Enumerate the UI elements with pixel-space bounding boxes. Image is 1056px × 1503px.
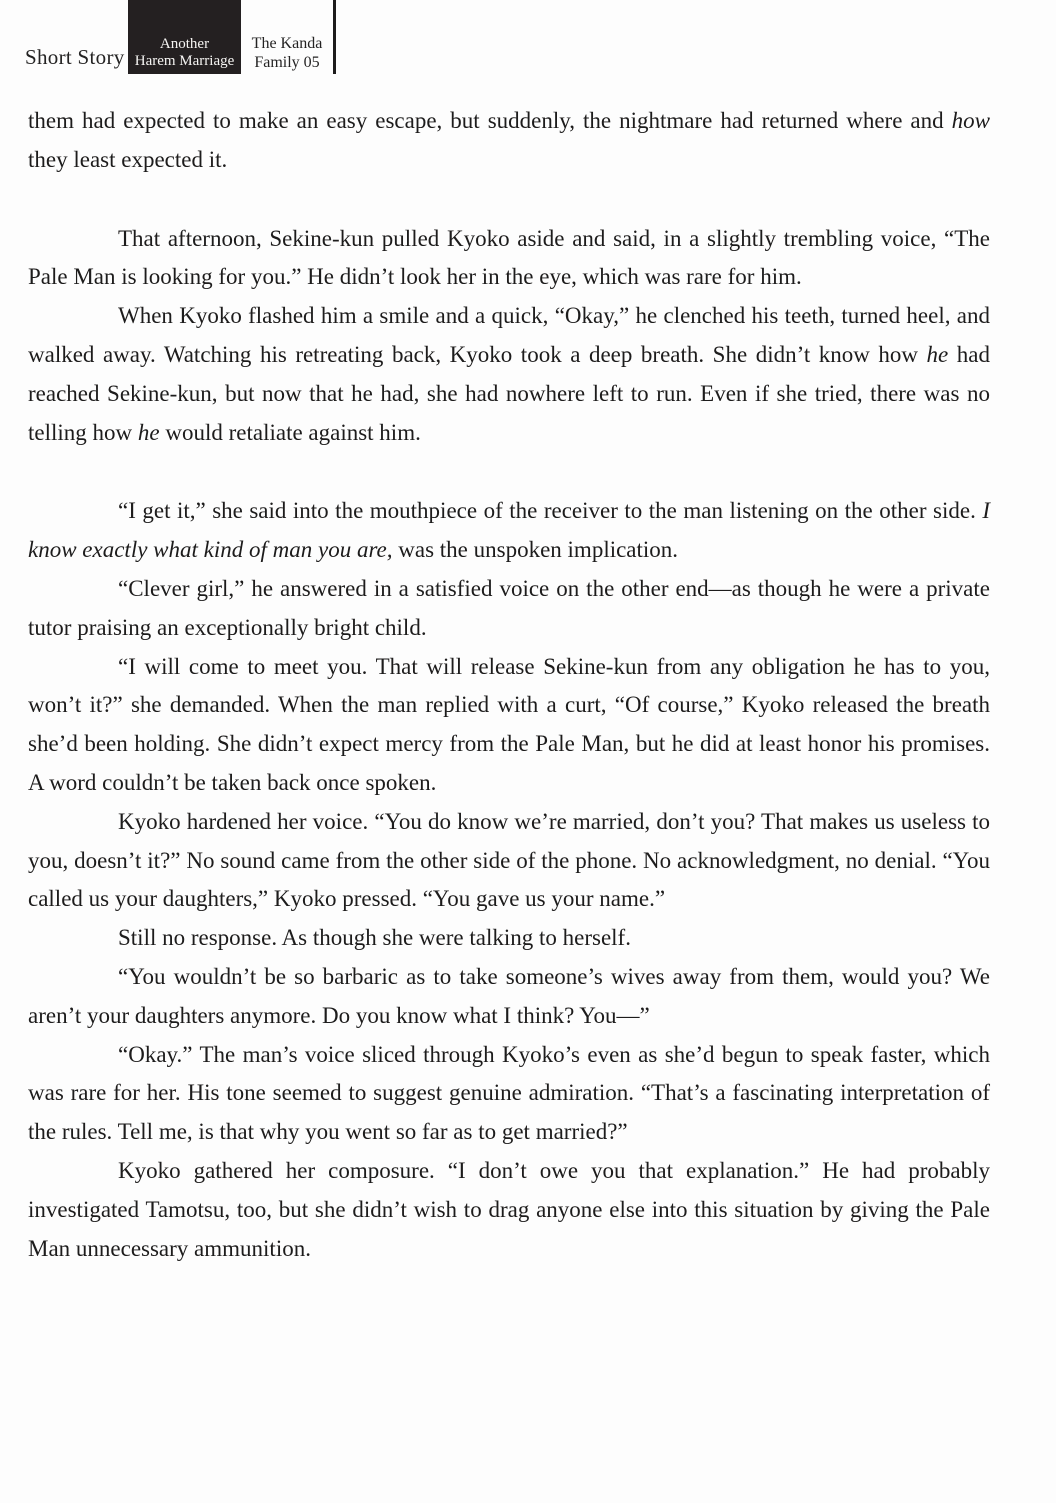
scene-section [28,220,990,453]
paragraph [28,297,990,452]
body-text-run: “I will come to meet you. That will release Sekine-kun from any obligation he has to you, won’t it?” she demanded. When the man replied with a curt, “Of course,” Kyoko released the breath she’d been holding. She didn’t expect mercy from the Pale Man, but he did at least honor his promises. A word couldn’t be taken back once spoken. [28,653,990,795]
paragraph [28,648,990,803]
italic-text: how [951,108,990,133]
body-text-run: “You wouldn’t be so barbaric as to take someone’s wives away from them, would you? We aren’t your daughters anymore. Do you know what I think? You—” [28,963,990,1028]
paragraph [28,220,990,298]
paragraph [28,570,990,648]
body-text-run: Still no response. As though she were talking to herself. [118,925,631,951]
body-text-run: Kyoko hardened her voice. “You do know we’re married, don’t you? That makes us useless to you, doesn’t it?” No sound came from the other side of the phone. No acknowledgment, no denial. “You called us your daughters,” Kyoko pressed. “You gave us your name.” [28,808,990,912]
body-text-run: they least expected it. [28,146,228,172]
italic-text: he [926,341,949,367]
scene-section [28,102,990,180]
page-body [28,102,990,1268]
body-text-run: Kyoko gathered her composure. “I don’t owe you that explanation.” He had probably investigated Tamotsu, too, but she didn’t wish to drag anyone else into this situation by giving the Pale Man unnecessary ammunition. [28,1157,990,1261]
paragraph [28,492,990,570]
italic-text: I know exactly what kind of man you are, [28,498,990,563]
page-header [0,0,1056,74]
body-text-run: “Okay.” The man’s voice sliced through Kyoko’s even as she’d begun to speak faster, which was rare for her. His tone seemed to suggest genuine admiration. “That’s a fascinating interpretation of the rules. Tell me, is that why you went so far as to get married?” [28,1041,990,1145]
scene-section [28,492,990,1268]
paragraph [28,958,990,1036]
paragraph [28,102,990,180]
paragraph [28,1036,990,1152]
paragraph [28,803,990,919]
badge-line1: Another [159,36,210,52]
body-text-run: That afternoon, Sekine-kun pulled Kyoko aside and said, in a slightly trembling voice, “The Pale Man is looking for you.” He didn’t look her in the eye, which was rare for him. [28,225,990,290]
series-title-line1: The Kanda [251,35,323,52]
paragraph [28,1152,990,1268]
series-badge [128,0,241,74]
body-text-run: was the unspoken implication. [392,537,679,563]
italic-text: he [137,419,160,445]
body-text-run: When Kyoko flashed him a smile and a quick, “Okay,” he clenched his teeth, turned heel, and walked away. Watching his retreating back, Kyoko took a deep breath. She didn’t know how [28,303,990,367]
paragraph [28,919,990,958]
badge-line2: Harem Marriage [134,53,235,69]
header-label: Short Story [25,45,125,69]
series-title-line2: Family 05 [254,54,320,71]
body-text-run: had reached Sekine-kun, but now that he had, she had nowhere left to run. Even if she tried, there was no telling how [28,341,990,445]
body-text-run: “I get it,” she said into the mouthpiece of the receiver to the man listening on the other side. [118,498,983,524]
body-text-run: them had expected to make an easy escape, but suddenly, the nightmare had returned where and [28,108,952,133]
body-text-run: would retaliate against him. [159,419,421,445]
body-text-run: “Clever girl,” he answered in a satisfied voice on the other end—as though he were a private tutor praising an exceptionally bright child. [28,575,990,640]
series-title [243,0,331,74]
header-divider-line [333,0,336,74]
